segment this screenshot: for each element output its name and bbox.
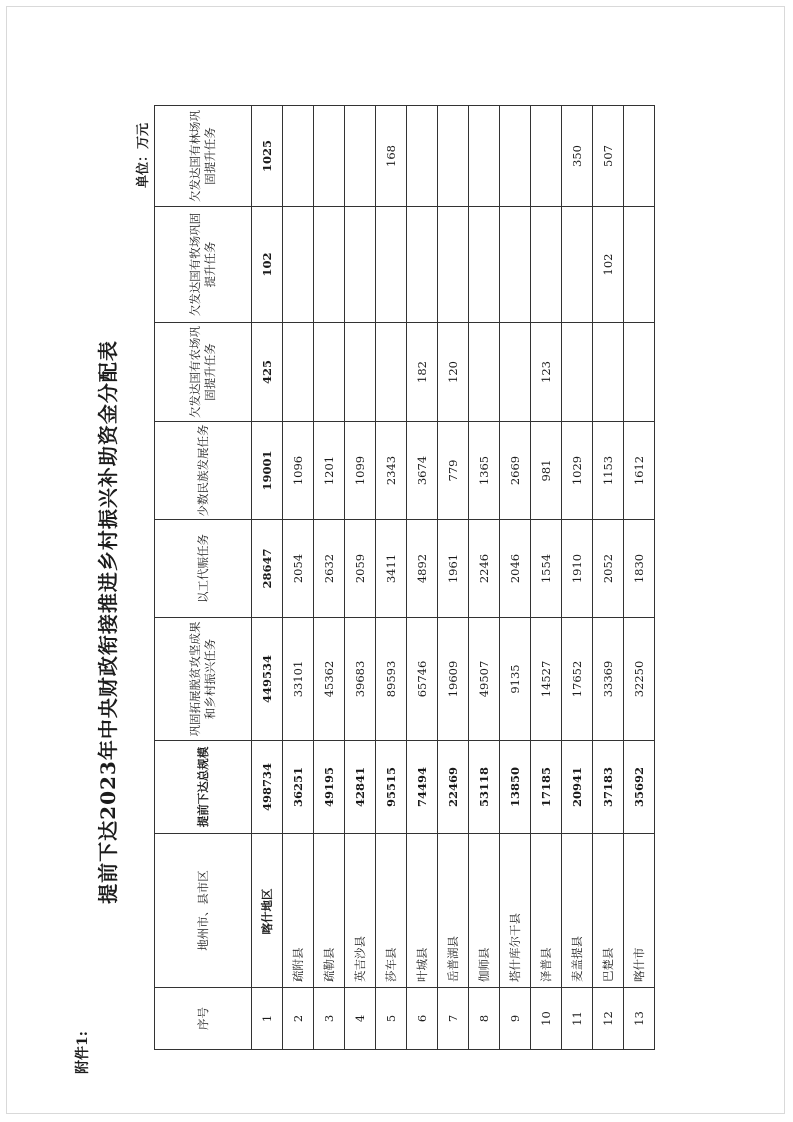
- cell-region: 泽普县: [531, 834, 562, 988]
- cell-work-relief: 1830: [624, 520, 655, 618]
- cell-work-relief: 2632: [314, 520, 345, 618]
- cell-index: 6: [407, 988, 438, 1050]
- cell-forest: [624, 106, 655, 207]
- cell-consolidation: 17652: [562, 618, 593, 741]
- cell-forest: [345, 106, 376, 207]
- cell-work-relief: 28647: [252, 520, 283, 618]
- cell-index: 4: [345, 988, 376, 1050]
- cell-index: 3: [314, 988, 345, 1050]
- cell-forest: [407, 106, 438, 207]
- cell-forest: 507: [593, 106, 624, 207]
- table-row: [345, 106, 376, 1050]
- table-row: [283, 106, 314, 1050]
- cell-region: 巴楚县: [593, 834, 624, 988]
- table-body: [252, 106, 655, 1050]
- cell-pasture: [562, 207, 593, 323]
- cell-consolidation: 33369: [593, 618, 624, 741]
- cell-farm: 182: [407, 323, 438, 422]
- cell-index: 8: [469, 988, 500, 1050]
- cell-pasture: [438, 207, 469, 323]
- cell-ethnic: 1099: [345, 422, 376, 520]
- cell-region: 英吉沙县: [345, 834, 376, 988]
- cell-total: 74494: [407, 741, 438, 834]
- cell-consolidation: 89593: [376, 618, 407, 741]
- cell-work-relief: 2046: [500, 520, 531, 618]
- cell-forest: 350: [562, 106, 593, 207]
- cell-forest: [500, 106, 531, 207]
- cell-total: 95515: [376, 741, 407, 834]
- cell-consolidation: 14527: [531, 618, 562, 741]
- cell-work-relief: 1910: [562, 520, 593, 618]
- table-header-row: [155, 106, 252, 1050]
- cell-farm: [624, 323, 655, 422]
- cell-consolidation: 33101: [283, 618, 314, 741]
- document-title: 提前下达2023年中央财政衔接推进乡村振兴补助资金分配表: [96, 340, 120, 904]
- cell-index: 7: [438, 988, 469, 1050]
- cell-ethnic: 981: [531, 422, 562, 520]
- allocation-table: [154, 105, 655, 1050]
- cell-farm: [500, 323, 531, 422]
- cell-total: 17185: [531, 741, 562, 834]
- cell-ethnic: 1096: [283, 422, 314, 520]
- table-row: [531, 106, 562, 1050]
- cell-forest: 1025: [252, 106, 283, 207]
- cell-pasture: [345, 207, 376, 323]
- table-row: [624, 106, 655, 1050]
- table-row: [562, 106, 593, 1050]
- table-row: [314, 106, 345, 1050]
- cell-consolidation: 9135: [500, 618, 531, 741]
- cell-index: 5: [376, 988, 407, 1050]
- attachment-label: 附件1:: [75, 1031, 91, 1074]
- header-consolidation: 巩固拓展脱贫攻坚成果和乡村振兴任务: [155, 618, 252, 741]
- cell-forest: [314, 106, 345, 207]
- cell-farm: [345, 323, 376, 422]
- cell-ethnic: 19001: [252, 422, 283, 520]
- cell-farm: 120: [438, 323, 469, 422]
- cell-work-relief: 1961: [438, 520, 469, 618]
- cell-consolidation: 65746: [407, 618, 438, 741]
- cell-ethnic: 1029: [562, 422, 593, 520]
- cell-farm: [376, 323, 407, 422]
- cell-index: 11: [562, 988, 593, 1050]
- header-region: 地州市、县市区: [155, 834, 252, 988]
- cell-farm: 123: [531, 323, 562, 422]
- header-farm: 欠发达国有农场巩固提升任务: [155, 323, 252, 422]
- table-row: [438, 106, 469, 1050]
- cell-pasture: [624, 207, 655, 323]
- cell-ethnic: 779: [438, 422, 469, 520]
- cell-total: 22469: [438, 741, 469, 834]
- cell-total: 35692: [624, 741, 655, 834]
- cell-index: 13: [624, 988, 655, 1050]
- header-total: 提前下达总规模: [155, 741, 252, 834]
- cell-total: 498734: [252, 741, 283, 834]
- cell-work-relief: 1554: [531, 520, 562, 618]
- cell-pasture: [376, 207, 407, 323]
- cell-ethnic: 1365: [469, 422, 500, 520]
- header-pasture: 欠发达国有牧场巩固提升任务: [155, 207, 252, 323]
- cell-pasture: [469, 207, 500, 323]
- cell-region: 喀什市: [624, 834, 655, 988]
- cell-total: 20941: [562, 741, 593, 834]
- cell-work-relief: 4892: [407, 520, 438, 618]
- cell-farm: [283, 323, 314, 422]
- table-row: [469, 106, 500, 1050]
- cell-work-relief: 2059: [345, 520, 376, 618]
- cell-pasture: [500, 207, 531, 323]
- cell-total: 49195: [314, 741, 345, 834]
- header-forest: 欠发达国有林场巩固提升任务: [155, 106, 252, 207]
- cell-index: 1: [252, 988, 283, 1050]
- cell-forest: [469, 106, 500, 207]
- cell-consolidation: 449534: [252, 618, 283, 741]
- cell-pasture: [407, 207, 438, 323]
- cell-work-relief: 3411: [376, 520, 407, 618]
- cell-ethnic: 1201: [314, 422, 345, 520]
- cell-index: 10: [531, 988, 562, 1050]
- cell-total: 53118: [469, 741, 500, 834]
- cell-region: 塔什库尔干县: [500, 834, 531, 988]
- cell-consolidation: 19609: [438, 618, 469, 741]
- cell-farm: [314, 323, 345, 422]
- cell-pasture: 102: [593, 207, 624, 323]
- cell-farm: [469, 323, 500, 422]
- cell-total: 13850: [500, 741, 531, 834]
- cell-forest: [283, 106, 314, 207]
- cell-pasture: [314, 207, 345, 323]
- cell-farm: [562, 323, 593, 422]
- table-row-total: [252, 106, 283, 1050]
- cell-farm: [593, 323, 624, 422]
- unit-label: 单位：万元: [136, 122, 151, 188]
- cell-index: 2: [283, 988, 314, 1050]
- cell-pasture: [531, 207, 562, 323]
- cell-region: 伽师县: [469, 834, 500, 988]
- cell-work-relief: 2052: [593, 520, 624, 618]
- table-row: [500, 106, 531, 1050]
- header-work-relief: 以工代赈任务: [155, 520, 252, 618]
- cell-consolidation: 49507: [469, 618, 500, 741]
- cell-consolidation: 32250: [624, 618, 655, 741]
- cell-region: 麦盖提县: [562, 834, 593, 988]
- cell-ethnic: 1612: [624, 422, 655, 520]
- cell-region: 叶城县: [407, 834, 438, 988]
- cell-work-relief: 2246: [469, 520, 500, 618]
- cell-pasture: [283, 207, 314, 323]
- cell-forest: [531, 106, 562, 207]
- cell-pasture: 102: [252, 207, 283, 323]
- cell-ethnic: 3674: [407, 422, 438, 520]
- header-index: 序号: [155, 988, 252, 1050]
- table-row: [593, 106, 624, 1050]
- header-ethnic: 少数民族发展任务: [155, 422, 252, 520]
- cell-region: 岳普湖县: [438, 834, 469, 988]
- cell-total: 42841: [345, 741, 376, 834]
- cell-index: 12: [593, 988, 624, 1050]
- cell-consolidation: 39683: [345, 618, 376, 741]
- cell-total: 36251: [283, 741, 314, 834]
- cell-farm: 425: [252, 323, 283, 422]
- cell-total: 37183: [593, 741, 624, 834]
- cell-ethnic: 2669: [500, 422, 531, 520]
- cell-consolidation: 45362: [314, 618, 345, 741]
- cell-region: 疏勒县: [314, 834, 345, 988]
- cell-forest: [438, 106, 469, 207]
- cell-ethnic: 2343: [376, 422, 407, 520]
- table-row: [376, 106, 407, 1050]
- cell-ethnic: 1153: [593, 422, 624, 520]
- cell-region: 莎车县: [376, 834, 407, 988]
- cell-index: 9: [500, 988, 531, 1050]
- cell-region: 喀什地区: [252, 834, 283, 988]
- cell-region: 疏附县: [283, 834, 314, 988]
- table-row: [407, 106, 438, 1050]
- cell-forest: 168: [376, 106, 407, 207]
- cell-work-relief: 2054: [283, 520, 314, 618]
